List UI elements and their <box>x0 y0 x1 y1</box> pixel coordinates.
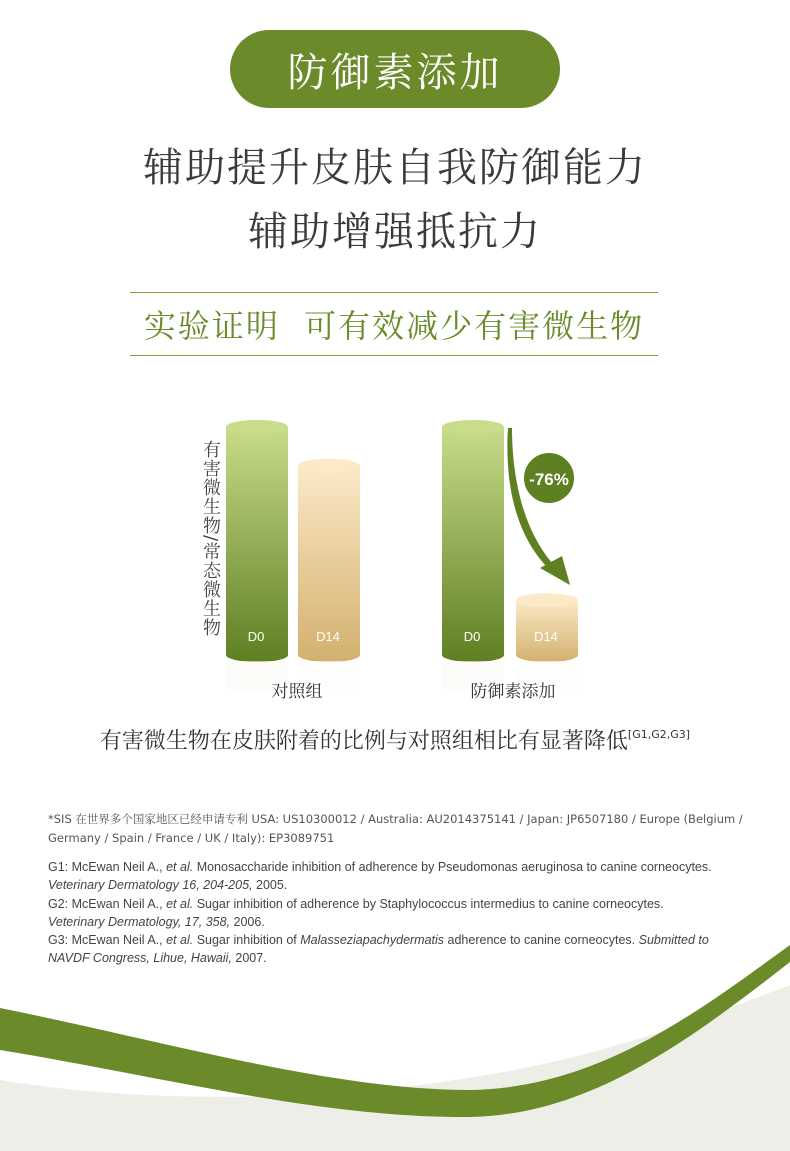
reduction-label: -76% <box>529 470 569 489</box>
bar-1-d0 <box>226 420 288 693</box>
ref-etal: et al. <box>166 896 194 911</box>
bar-chart <box>0 400 790 720</box>
bar-label: D0 <box>247 629 265 644</box>
ref-venue: NAVDF Congress, Lihue, Hawaii, <box>48 951 232 966</box>
reference-g1 <box>48 858 758 895</box>
section-title: 防御素添加 <box>287 49 503 96</box>
caption-citation: [G1,G2,G3] <box>627 728 691 741</box>
ref-year: 2005. <box>252 878 288 893</box>
bar-1-d14 <box>298 459 360 693</box>
ref-authors: McEwan Neil A., <box>68 933 167 948</box>
ref-submitted: Submitted to <box>638 933 709 948</box>
ref-year: 2006. <box>230 914 265 929</box>
headline-2: 辅助增强抵抗力 <box>248 209 542 255</box>
reduction-annotation <box>507 428 575 585</box>
decorative-wave <box>0 930 790 1151</box>
bar-label: D14 <box>316 629 340 644</box>
chart-y-axis-label: 有害微生物/常态微生物 <box>200 440 221 638</box>
ref-id: G1: <box>48 860 69 874</box>
proof-title: 实验证明 可有效减少有害微生物 <box>130 292 658 356</box>
ref-id: G3: <box>48 933 69 948</box>
ref-journal: Veterinary Dermatology, 17, 358, <box>48 914 231 929</box>
ref-etal: et al. <box>166 933 194 948</box>
group-label: 防御素添加 <box>470 682 556 702</box>
ref-authors: McEwan Neil A., <box>68 860 167 874</box>
bar-label: D0 <box>463 629 481 644</box>
ref-title: Monosaccharide inhibition of adherence by Pseudomonas aeruginosa to canine corneocytes. <box>193 860 712 874</box>
ref-species: Malasseziapachydermatis <box>300 933 445 948</box>
patent-footnote: *SIS 在世界多个国家地区已经申请专利 USA: US10300012 / Australia: AU2014375141 / Japan: JP6507180 / Europe (Belgium / Germany / Spain / France / UK / Italy): EP3089751 <box>48 812 743 845</box>
group-label: 对照组 <box>271 682 323 702</box>
ref-authors: McEwan Neil A., <box>68 896 167 911</box>
ref-title-pre: Sugar inhibition of <box>193 933 301 948</box>
section-title-pill <box>230 30 560 108</box>
caption-text: 有害微生物在皮肤附着的比例与对照组相比有显著降低 <box>99 729 628 754</box>
bar-label: D14 <box>534 629 558 644</box>
headline-1: 辅助提升皮肤自我防御能力 <box>143 145 647 191</box>
ref-etal: et al. <box>166 860 194 874</box>
chart-caption <box>0 724 790 755</box>
ref-journal: Veterinary Dermatology 16, 204-205, <box>48 878 253 893</box>
ref-id: G2: <box>48 896 69 911</box>
ref-title-post: adherence to canine corneocytes. <box>444 933 639 948</box>
reference-g2 <box>48 895 758 932</box>
bar-2-d0 <box>442 420 504 693</box>
ref-title: Sugar inhibition of adherence by Staphylococcus intermedius to canine corneocytes. <box>193 896 664 911</box>
ref-year: 2007. <box>231 951 267 966</box>
